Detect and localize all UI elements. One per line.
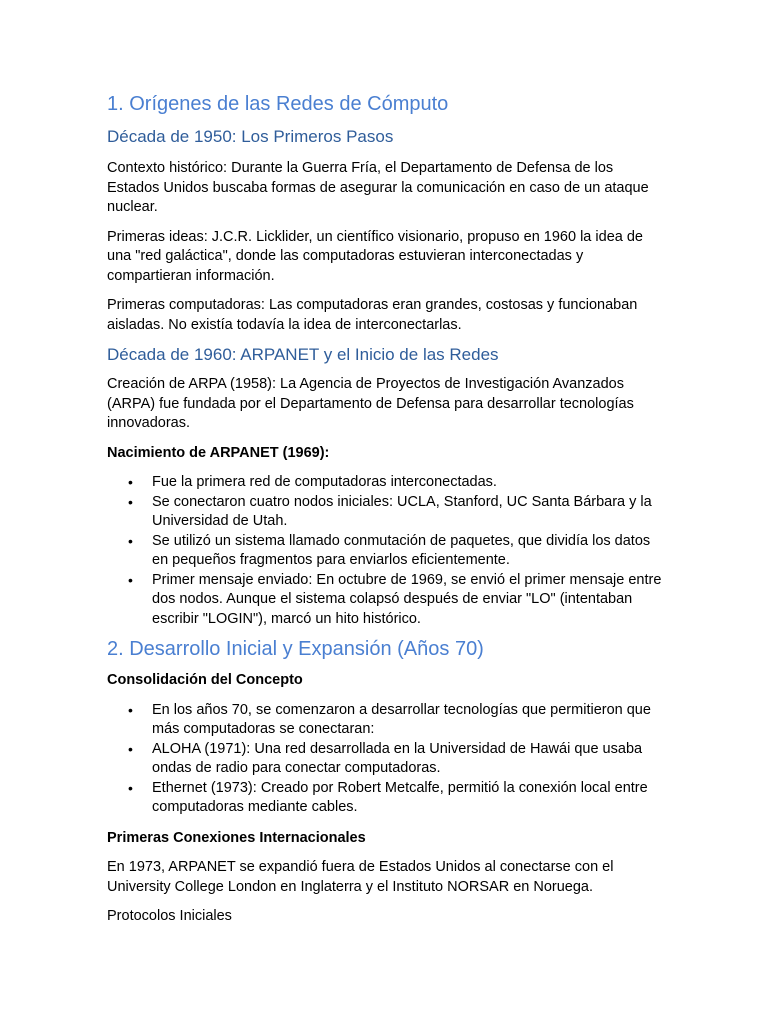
paragraph-first-ideas: Primeras ideas: J.C.R. Licklider, un científico visionario, propuso en 1960 la idea de una "red galáctica", donde las computadoras estuvieran interconectadas y compartieran información. xyxy=(107,228,643,284)
list-item: • Fue la primera red de computadoras interconectadas. xyxy=(107,473,667,493)
arpanet-birth-subheading: Nacimiento de ARPANET (1969): xyxy=(107,444,330,461)
document-content xyxy=(107,90,667,927)
list-item: • ALOHA (1971): Una red desarrollada en la Universidad de Hawái que usaba ondas de radio para conectar computadoras. xyxy=(107,740,667,779)
decade-1950-heading: Década de 1950: Los Primeros Pasos xyxy=(107,127,394,146)
list-item: • Se conectaron cuatro nodos iniciales: UCLA, Stanford, UC Santa Bárbara y la Universidad de Utah. xyxy=(107,493,667,532)
paragraph-arpa-creation: Creación de ARPA (1958): La Agencia de Proyectos de Investigación Avanzados (ARPA) fue fundada por el Departamento de Defensa para desarrollar tecnologías innovadoras. xyxy=(107,376,634,431)
list-item: • Ethernet (1973): Creado por Robert Metcalfe, permitió la conexión local entre computadoras mediante cables. xyxy=(107,779,667,818)
consolidation-subheading: Consolidación del Concepto xyxy=(107,672,303,688)
protocols-heading: Protocolos Iniciales xyxy=(107,908,232,924)
paragraph-first-computers: Primeras computadoras: Las computadoras eran grandes, costosas y funcionaban aisladas. No existía todavía la idea de interconectarlas. xyxy=(107,297,638,333)
paragraph-historical-context: Contexto histórico: Durante la Guerra Fría, el Departamento de Defensa de los Estados Unidos buscaba formas de asegurar la comunicación en caso de un ataque nuclear. xyxy=(107,160,649,215)
decade-1960-heading: Década de 1960: ARPANET y el Inicio de las Redes xyxy=(107,345,499,364)
consolidation-bullet-list xyxy=(107,701,667,818)
arpanet-bullet-list xyxy=(107,473,667,629)
paragraph-international-expansion: En 1973, ARPANET se expandió fuera de Estados Unidos al conectarse con el University College London en Inglaterra y el Instituto NORSAR en Noruega. xyxy=(107,859,614,895)
international-connections-subheading: Primeras Conexiones Internacionales xyxy=(107,829,366,846)
list-item: • En los años 70, se comenzaron a desarrollar tecnologías que permitieron que más computadoras se conectaran: xyxy=(107,701,667,740)
section-1-title: 1. Orígenes de las Redes de Cómputo xyxy=(107,93,449,115)
list-item: • Se utilizó un sistema llamado conmutación de paquetes, que dividía los datos en pequeños fragmentos para enviarlos eficientemente. xyxy=(107,532,667,571)
section-2-title: 2. Desarrollo Inicial y Expansión (Años 70) xyxy=(107,638,484,660)
list-item: • Primer mensaje enviado: En octubre de 1969, se envió el primer mensaje entre dos nodos. Aunque el sistema colapsó después de enviar "LO" (intentaban escribir "LOGIN"), marcó un hito histórico. xyxy=(107,571,667,630)
